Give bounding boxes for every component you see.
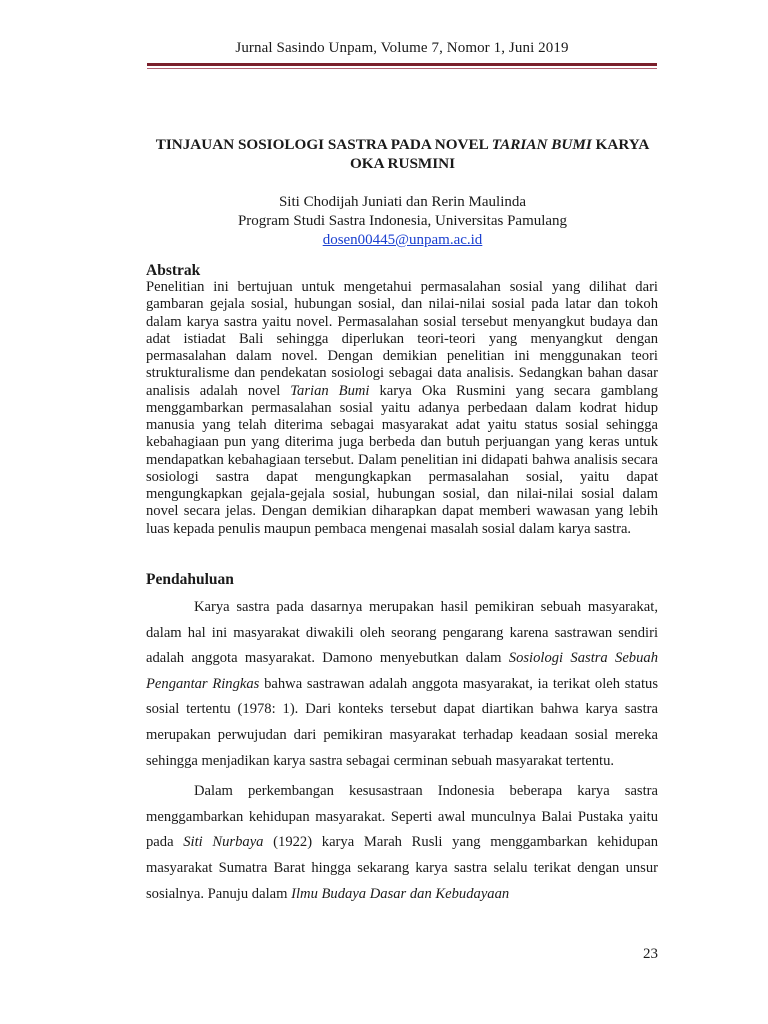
abstract-text-italic: Tarian Bumi [290,382,370,399]
paper-title [110,135,695,173]
abstract-text [146,279,658,538]
title-part1: TINJAUAN SOSIOLOGI SASTRA PADA NOVEL [155,136,492,153]
author-affiliation: Program Studi Sastra Indonesia, Universitas Pamulang [237,213,568,229]
author-block [110,193,695,250]
abstract-text-after: karya Oka Rusmini yang secara gamblang menggambarkan permasalahan sosial yaitu adanya perbedaan dalam kodrat hidup manusia yang telah diterima sebagai masyarakat adat yaitu status sosial sehingga kebahagiaan pun yang diterima juga berbeda dan butuh perjuangan yang keras untuk mendapatkan kebahagiaan tersebut. Dalam penelitian ini didapati bahwa analisis secara sosiologi sastra dapat mengungkapkan permasalahan sosial, yaitu dapat mengungkapkan gejala-gejala sosial, hubungan sosial, dan nilai-nilai sosial dalam novel secara jelas. Dengan demikian diharapkan dapat memberi wawasan yang lebih luas kepada penulis maupun pembaca mengenai masalah sosial dalam karya sastra. [146,382,658,537]
p2-italic-1: Siti Nurbaya [183,834,264,851]
p1-text-a: Karya sastra pada dasarnya merupakan hasil pemikiran sebuah masyarakat, dalam hal ini masyarakat diwakili oleh seorang pengarang karena sastrawan sendiri adalah anggota masyarakat. Damono menyebutkan dalam [146,599,658,667]
author-names: Siti Chodijah Juniati dan Rerin Maulinda [278,194,527,210]
title-italic: TARIAN BUMI [491,136,592,153]
paragraph-1 [146,595,658,774]
abstract-text-before: Penelitian ini bertujuan untuk mengetahui permasalahan sosial yang dilihat dari gambaran gejala sosial, hubungan sosial, dan nilai-nilai sosial pada latar dan tokoh dalam karya sastra yaitu novel. Permasalahan sosial tersebut menyangkut budaya dan adat istiadat Bali sehingga diperlukan teori-teori yang menyangkut dengan permasalahan dalam novel. Dengan demikian penelitian ini menggunakan teori strukturalisme dan pendekatan sosiologi sebagai data analisis. Sedangkan bahan dasar analisis adalah novel [146,279,658,399]
section-heading: Pendahuluan [146,571,234,588]
page-number: 23 [643,946,658,962]
p2-text-b: (1922) karya Marah Rusli yang menggambarkan kehidupan masyarakat Sumatra Barat hingga sekarang karya sastra selalu terikat dengan unsur sosialnya. Panuju dalam [146,834,658,902]
header-rule-thin [147,68,657,69]
p1-italic: Sosiologi Sastra Sebuah Pengantar Ringkas [146,650,658,692]
p1-text-b: bahwa sastrawan adalah anggota masyarakat, ia terikat oleh status sosial tertentu (1978: 1). Dari konteks tersebut dapat diartikan bahwa karya sastra merupakan perwujudan dari pemikiran masyarakat terhadap keadaan sosial mereka sehingga menjadikan karya sastra sebagai cerminan sebuah masyarakat tertentu. [146,675,659,769]
p2-italic-2: Ilmu Budaya Dasar dan Kebudayaan [291,885,510,902]
title-line2: OKA RUSMINI [349,155,456,172]
journal-header: Jurnal Sasindo Unpam, Volume 7, Nomor 1, Juni 2019 [235,40,569,56]
section-body [146,595,658,907]
title-part2: KARYA [591,136,650,153]
header-rule-thick [147,63,657,66]
abstract-heading: Abstrak [146,262,201,279]
p2-text-a: Dalam perkembangan kesusastraan Indonesia beberapa karya sastra menggambarkan kehidupan masyarakat. Seperti awal munculnya Balai Pustaka yaitu pada [146,783,658,851]
author-email-link[interactable]: dosen00445@unpam.ac.id [322,232,483,248]
paragraph-2 [146,779,658,907]
